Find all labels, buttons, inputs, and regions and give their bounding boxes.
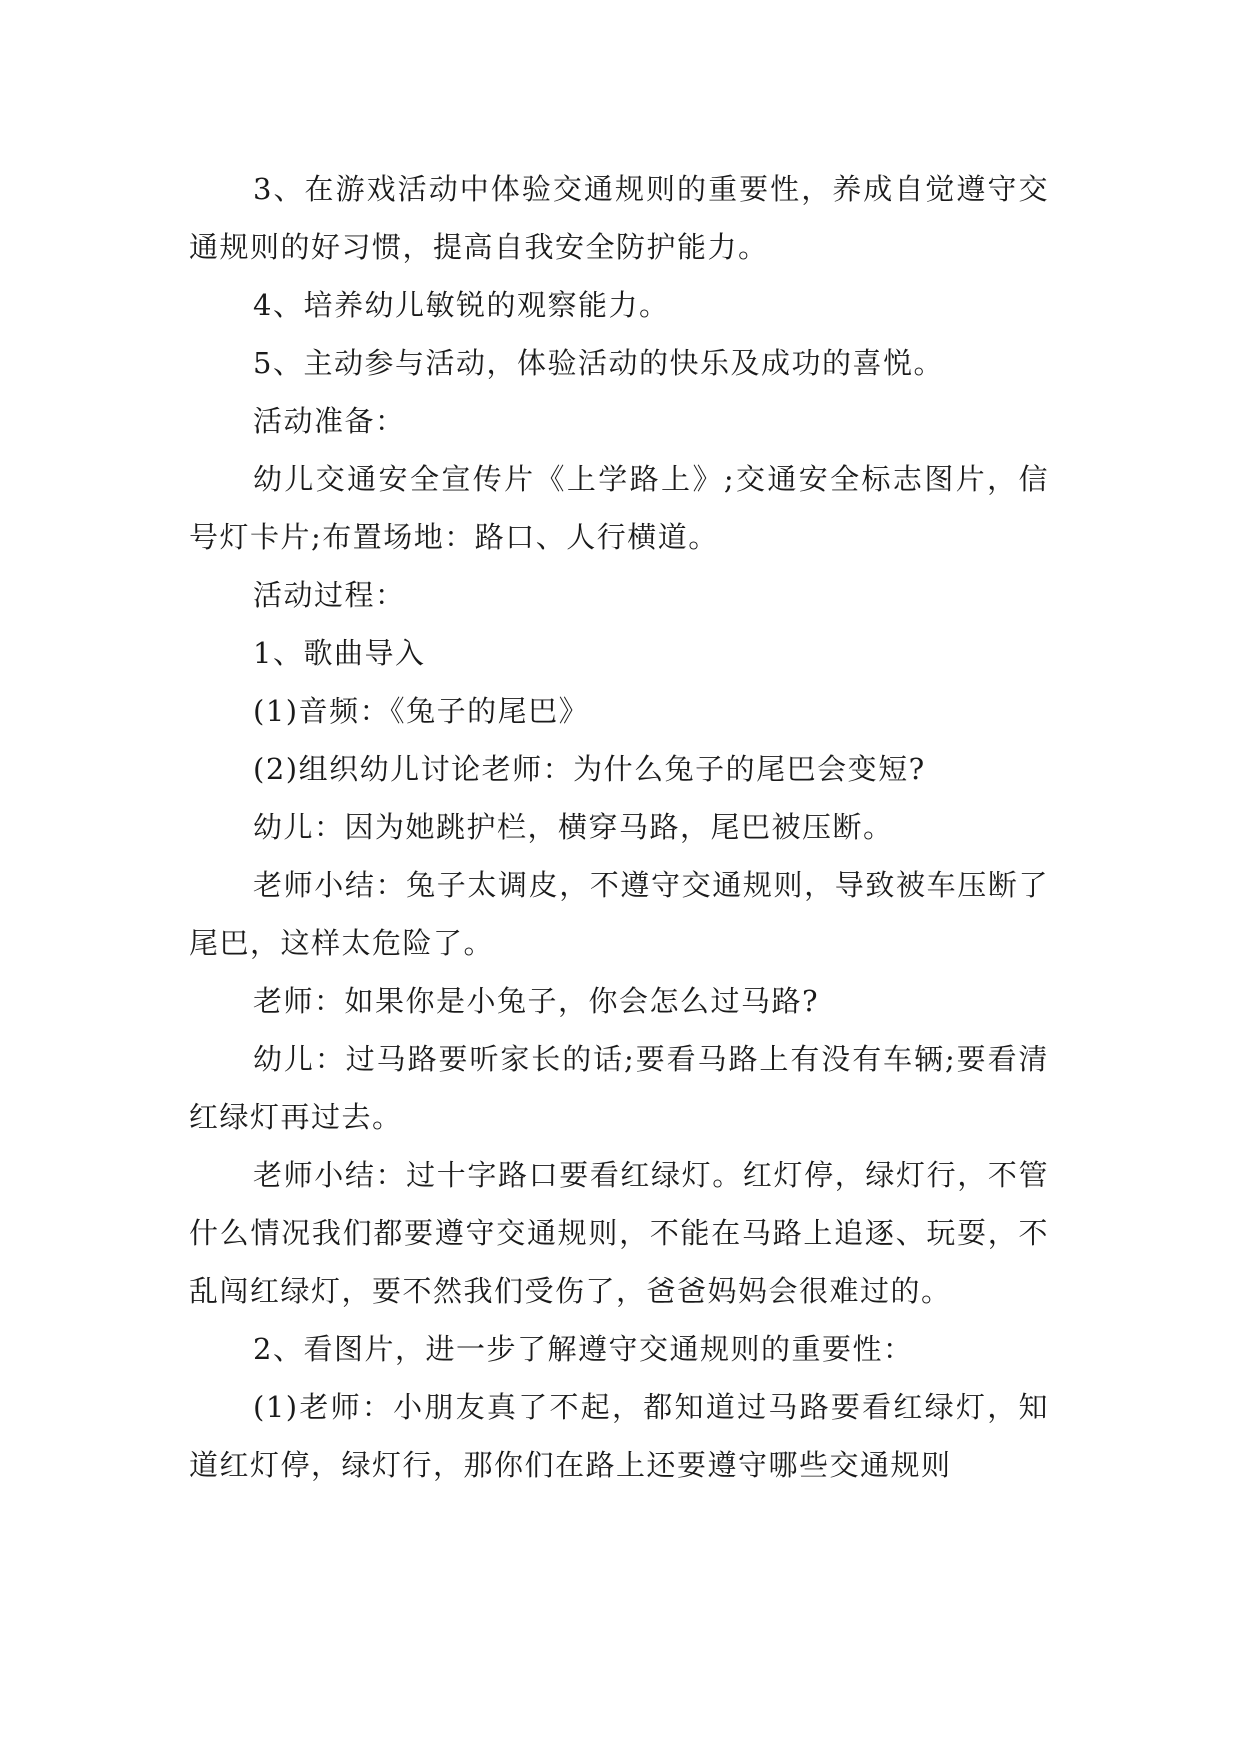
paragraph-step-2: 2、看图片，进一步了解遵守交通规则的重要性：	[253, 1332, 914, 1366]
paragraph-step-1-1: (1)音频：《兔子的尾巴》	[253, 694, 590, 728]
heading-process: 活动过程：	[253, 578, 406, 612]
paragraph-child-answer-1: 幼儿：因为她跳护栏，横穿马路，尾巴被压断。	[253, 810, 894, 844]
paragraph-teacher-summary-1: 老师小结：兔子太调皮，不遵守交通规则，导致被车压断了尾巴，这样太危险了。	[189, 868, 1049, 960]
document-body	[189, 160, 1049, 1494]
paragraph-step-1-2: (2)组织幼儿讨论老师：为什么兔子的尾巴会变短?	[253, 752, 926, 786]
paragraph-step-1: 1、歌曲导入	[253, 636, 426, 670]
paragraph-preparation: 幼儿交通安全宣传片《上学路上》;交通安全标志图片，信号灯卡片;布置场地：路口、人行横道。	[189, 462, 1049, 554]
paragraph-goal-4: 4、培养幼儿敏锐的观察能力。	[253, 288, 670, 322]
paragraph-step-2-1: (1)老师：小朋友真了不起，都知道过马路要看红绿灯，知道红灯停，绿灯行，那你们在路上还要遵守哪些交通规则	[189, 1390, 1049, 1482]
paragraph-teacher-summary-2: 老师小结：过十字路口要看红绿灯。红灯停，绿灯行，不管什么情况我们都要遵守交通规则，不能在马路上追逐、玩耍，不乱闯红绿灯，要不然我们受伤了，爸爸妈妈会很难过的。	[189, 1158, 1049, 1308]
paragraph-child-answer-2: 幼儿：过马路要听家长的话;要看马路上有没有车辆;要看清红绿灯再过去。	[189, 1042, 1049, 1134]
heading-preparation: 活动准备：	[253, 404, 406, 438]
paragraph-goal-3: 3、在游戏活动中体验交通规则的重要性，养成自觉遵守交通规则的好习惯，提高自我安全防护能力。	[189, 172, 1049, 264]
paragraph-goal-5: 5、主动参与活动，体验活动的快乐及成功的喜悦。	[253, 346, 944, 380]
paragraph-teacher-question: 老师：如果你是小兔子，你会怎么过马路?	[253, 984, 820, 1018]
